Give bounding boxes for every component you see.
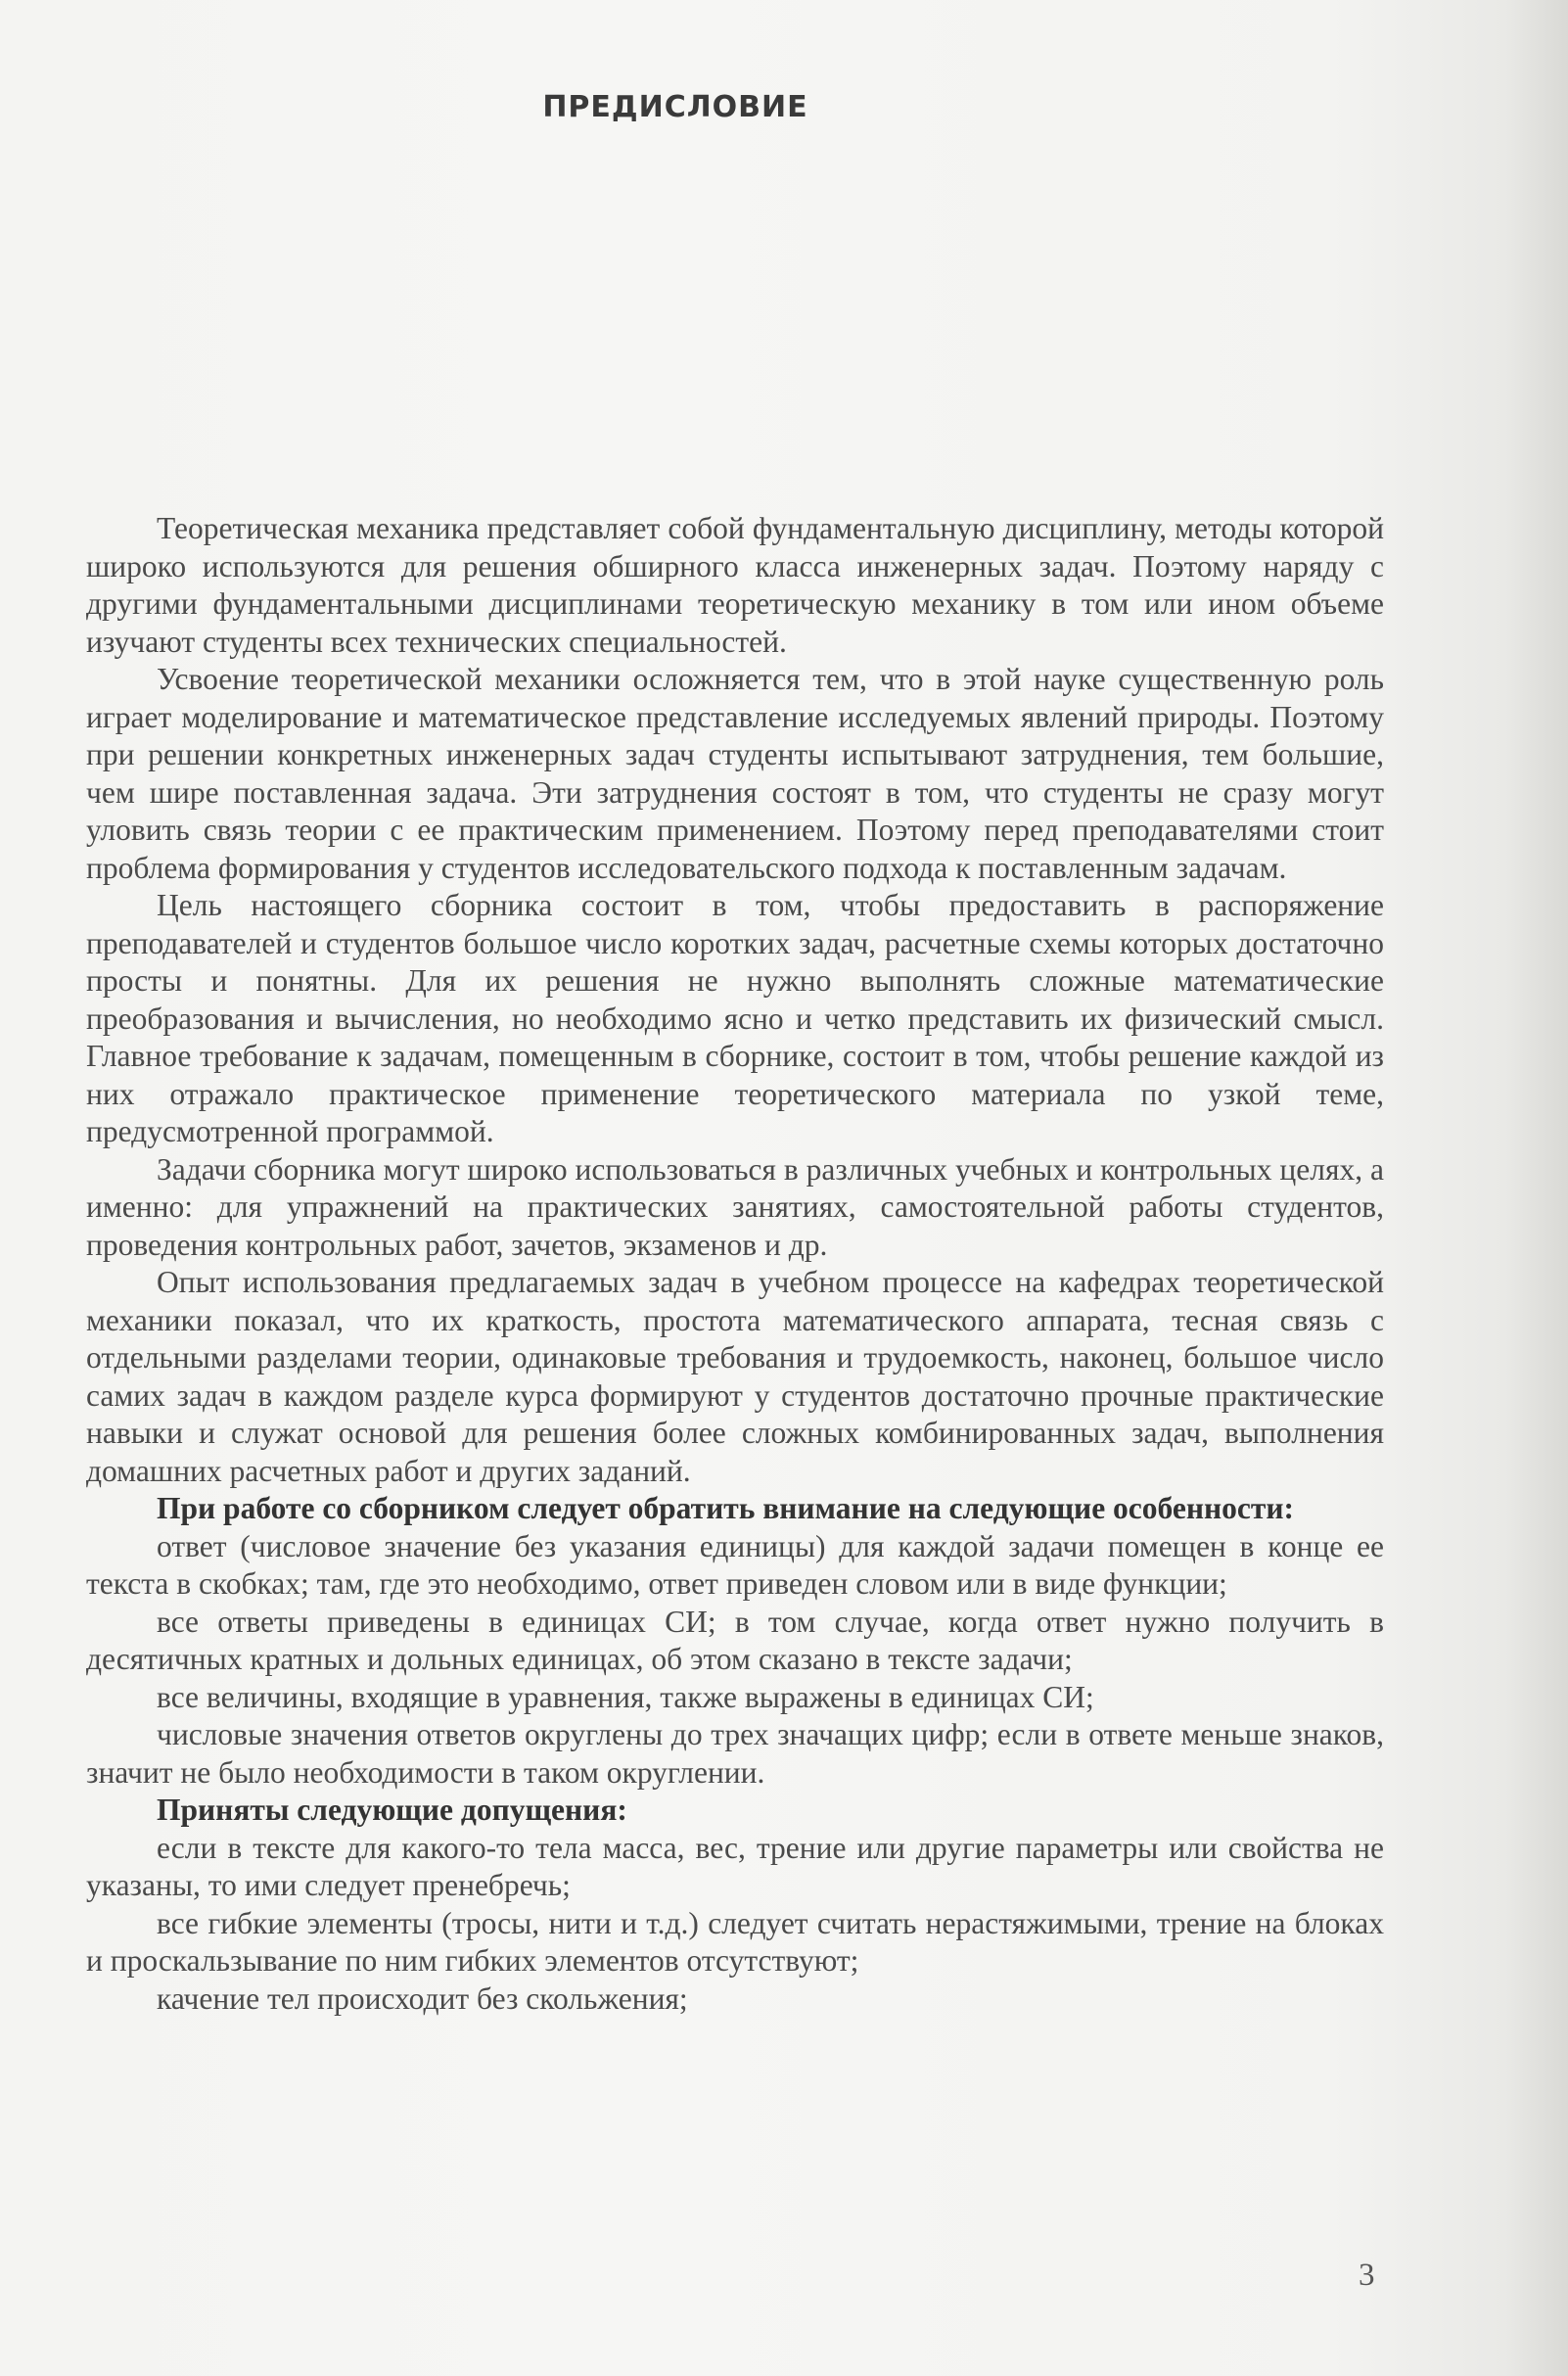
paragraph-assumption-flexible: все гибкие элементы (тросы, нити и т.д.) следует считать нерастяжимыми, трение на блоках и проскальзывание по ним гибких элементов отсутствуют; [86,1905,1384,1978]
page-title: ПРЕДИСЛОВИЕ [542,90,808,124]
paragraph-answer-format: ответ (числовое значение без указания единицы) для каждой задачи помещен в конце ее текста в скобках; там, где это необходимо, ответ приведен словом или в виде функции; [86,1528,1384,1601]
paragraph-assumption-neglect: если в тексте для какого-то тела масса, вес, трение или другие параметры или свойства не указаны, то ими следует пренебречь; [86,1830,1384,1902]
paragraph-difficulties: Усвоение теоретической механики осложняется тем, что в этой науке существенную роль играет моделирование и математическое представление исследуемых явлений природы. Поэтому при решении конкретных инженерных задач студенты испытывают затруднения, тем большие, чем шире поставленная задача. Эти затруднения состоят в том, что студенты не сразу могут уловить связь теории с ее практическим применением. Поэтому перед преподавателями стоит проблема формирования у студентов исследовательского подхода к поставленным задачам. [86,662,1384,885]
page-number: 3 [1359,2258,1375,2293]
paragraph-assumption-rolling: качение тел происходит без скольжения; [157,1980,688,2016]
paragraph-assumptions-heading: Приняты следующие допущения: [157,1793,627,1827]
paragraph-experience: Опыт использования предлагаемых задач в учебном процессе на кафедрах теоретической механики показал, что их краткость, простота математического аппарата, тесная связь с отдельными разделами теории, одинаковые требования и трудоемкость, наконец, большое число самих задач в каждом разделе курса формируют у студентов достаточно прочные практические навыки и служат основой для решения более сложных комбинированных задач, выполнения домашних расчетных работ и других заданий. [86,1265,1384,1488]
paragraph-intro: Теоретическая механика представляет собой фундаментальную дисциплину, методы которой широко используются для решения обширного класса инженерных задач. Поэтому наряду с другими фундаментальными дисциплинами теоретическую механику в том или ином объеме изучают студенты всех технических специальностей. [86,511,1384,659]
paragraph-rounding: числовые значения ответов округлены до трех значащих цифр; если в ответе меньше знаков, значит не было необходимости в таком округлении. [86,1717,1384,1790]
paragraph-features-heading: При работе со сборником следует обратить внимание на следующие особенности: [157,1491,1294,1525]
paragraph-purpose: Цель настоящего сборника состоит в том, чтобы предоставить в распоряжение преподавателей и студентов большое число коротких задач, расчетные схемы которых достаточно просты и понятны. Для их решения не нужно выполнять сложные математические преобразования и вычисления, но необходимо ясно и четко представить их физический смысл. Главное требование к задачам, помещенным в сборнике, состоит в том, чтобы решение каждой из них отражало практическое применение теоретического материала по узкой теме, предусмотренной программой. [86,888,1384,1148]
paragraph-usage: Задачи сборника могут широко использоваться в различных учебных и контрольных целях, а именно: для упражнений на практических занятиях, самостоятельной работы студентов, проведения контрольных работ, зачетов, экзаменов и др. [86,1151,1384,1262]
body-text [86,510,1384,2018]
paragraph-si-units: все ответы приведены в единицах СИ; в том случае, когда ответ нужно получить в десятичных кратных и дольных единицах, об этом сказано в тексте задачи; [86,1604,1384,1676]
paragraph-equations-units: все величины, входящие в уравнения, также выражены в единицах СИ; [157,1679,1094,1714]
